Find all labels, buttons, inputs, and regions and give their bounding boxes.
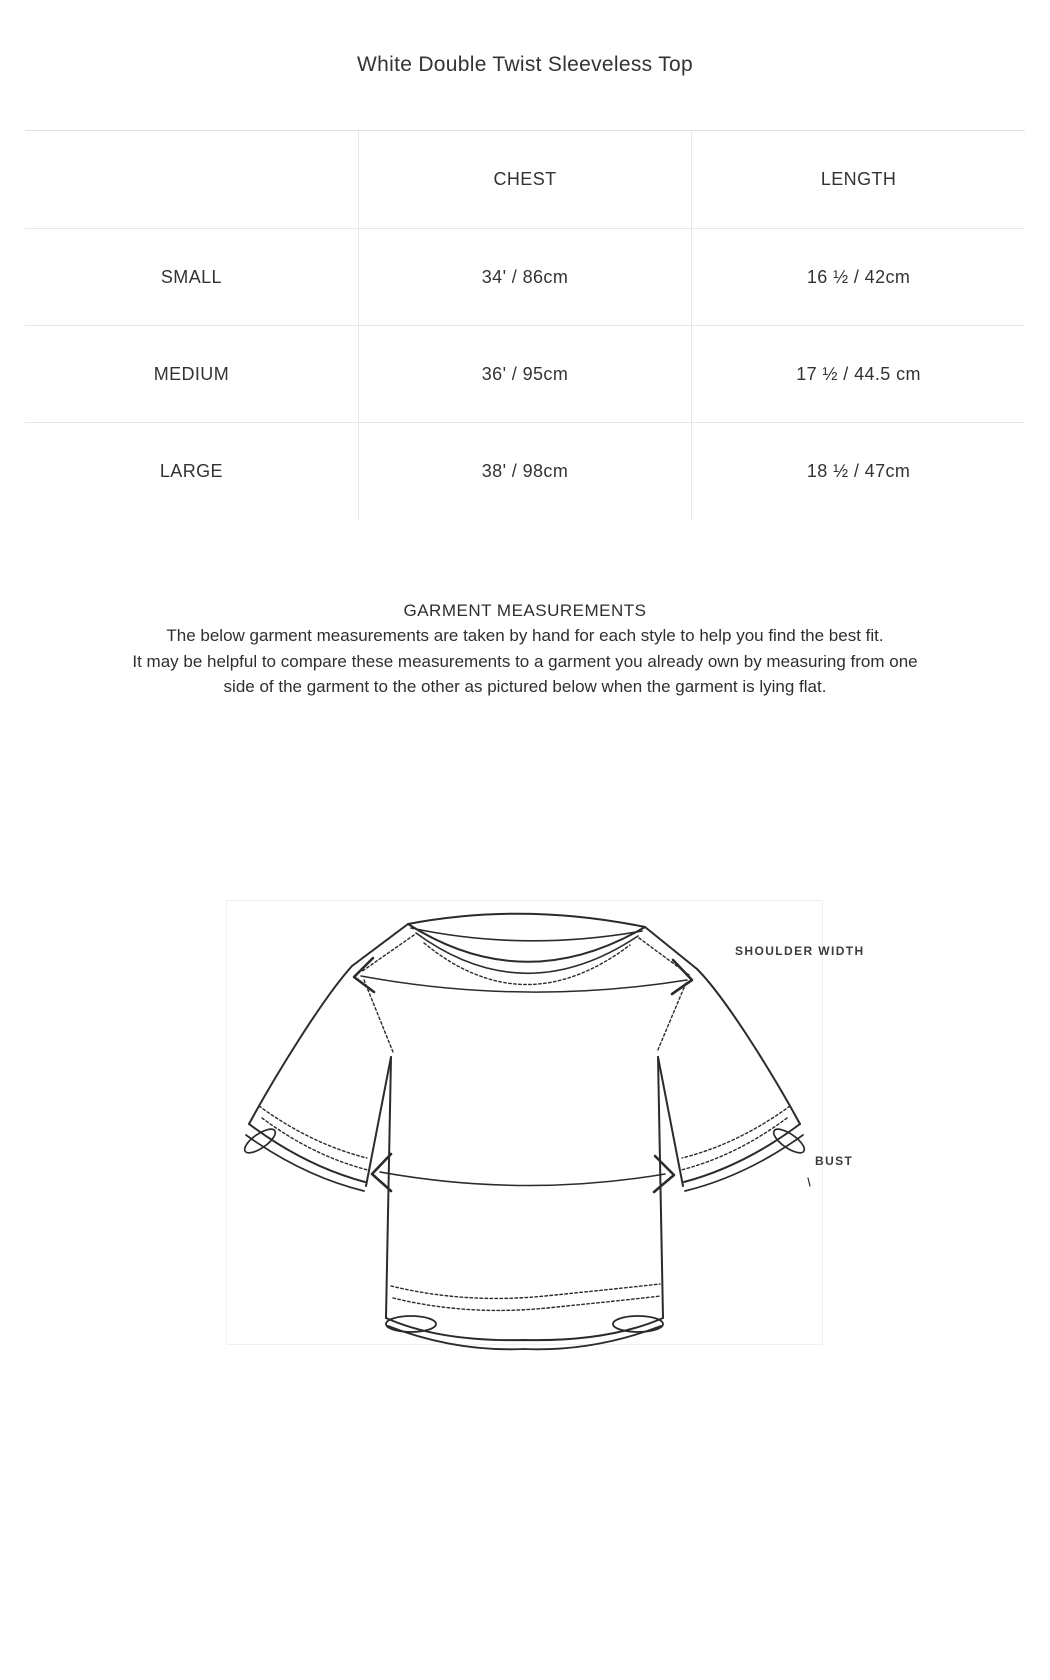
table-header-row: [25, 131, 1025, 229]
shoulder-width-label: SHOULDER WIDTH: [735, 943, 865, 958]
tshirt-drawing-icon: [215, 894, 835, 1354]
measurements-paragraph-2: It may be helpful to compare these measurements to a garment you already own by measuring from one side of the garment to the other as pictured below when the garment is lying flat.: [132, 651, 918, 696]
shoulder-width-arrow: [354, 958, 692, 994]
column-header-chest: CHEST: [358, 131, 691, 229]
measurements-paragraph-1: The below garment measurements are taken by hand for each style to help you find the best fit.: [166, 626, 884, 645]
size-cell: SMALL: [25, 229, 358, 326]
length-cell: 18 ½ / 47cm: [692, 423, 1025, 520]
shoulder-seams: [352, 924, 697, 1052]
column-header-size: [25, 131, 358, 229]
column-header-length: LENGTH: [692, 131, 1025, 229]
left-sleeve: [241, 966, 391, 1191]
table-row: [25, 326, 1025, 423]
size-cell: MEDIUM: [25, 326, 358, 423]
right-sleeve: [658, 969, 808, 1191]
chest-cell: 38' / 98cm: [358, 423, 691, 520]
size-cell: LARGE: [159, 460, 223, 481]
garment-measurements-heading: GARMENT MEASUREMENTS: [403, 600, 647, 620]
collar: [408, 913, 645, 984]
torso-and-hem: [386, 1057, 663, 1349]
length-cell: 16 ½ / 42cm: [692, 229, 1025, 326]
chest-cell: 36' / 95cm: [358, 326, 691, 423]
page-title: White Double Twist Sleeveless Top: [357, 53, 693, 76]
garment-measurements-section: [125, 598, 925, 700]
table-row: [25, 229, 1025, 326]
size-chart-table: [25, 130, 1025, 520]
chest-cell: 34' / 86cm: [358, 229, 691, 326]
bust-label: BUST: [815, 1153, 854, 1168]
length-cell: 17 ½ / 44.5 cm: [692, 326, 1025, 423]
garment-diagram: [215, 894, 915, 1364]
table-row: [25, 423, 1025, 520]
